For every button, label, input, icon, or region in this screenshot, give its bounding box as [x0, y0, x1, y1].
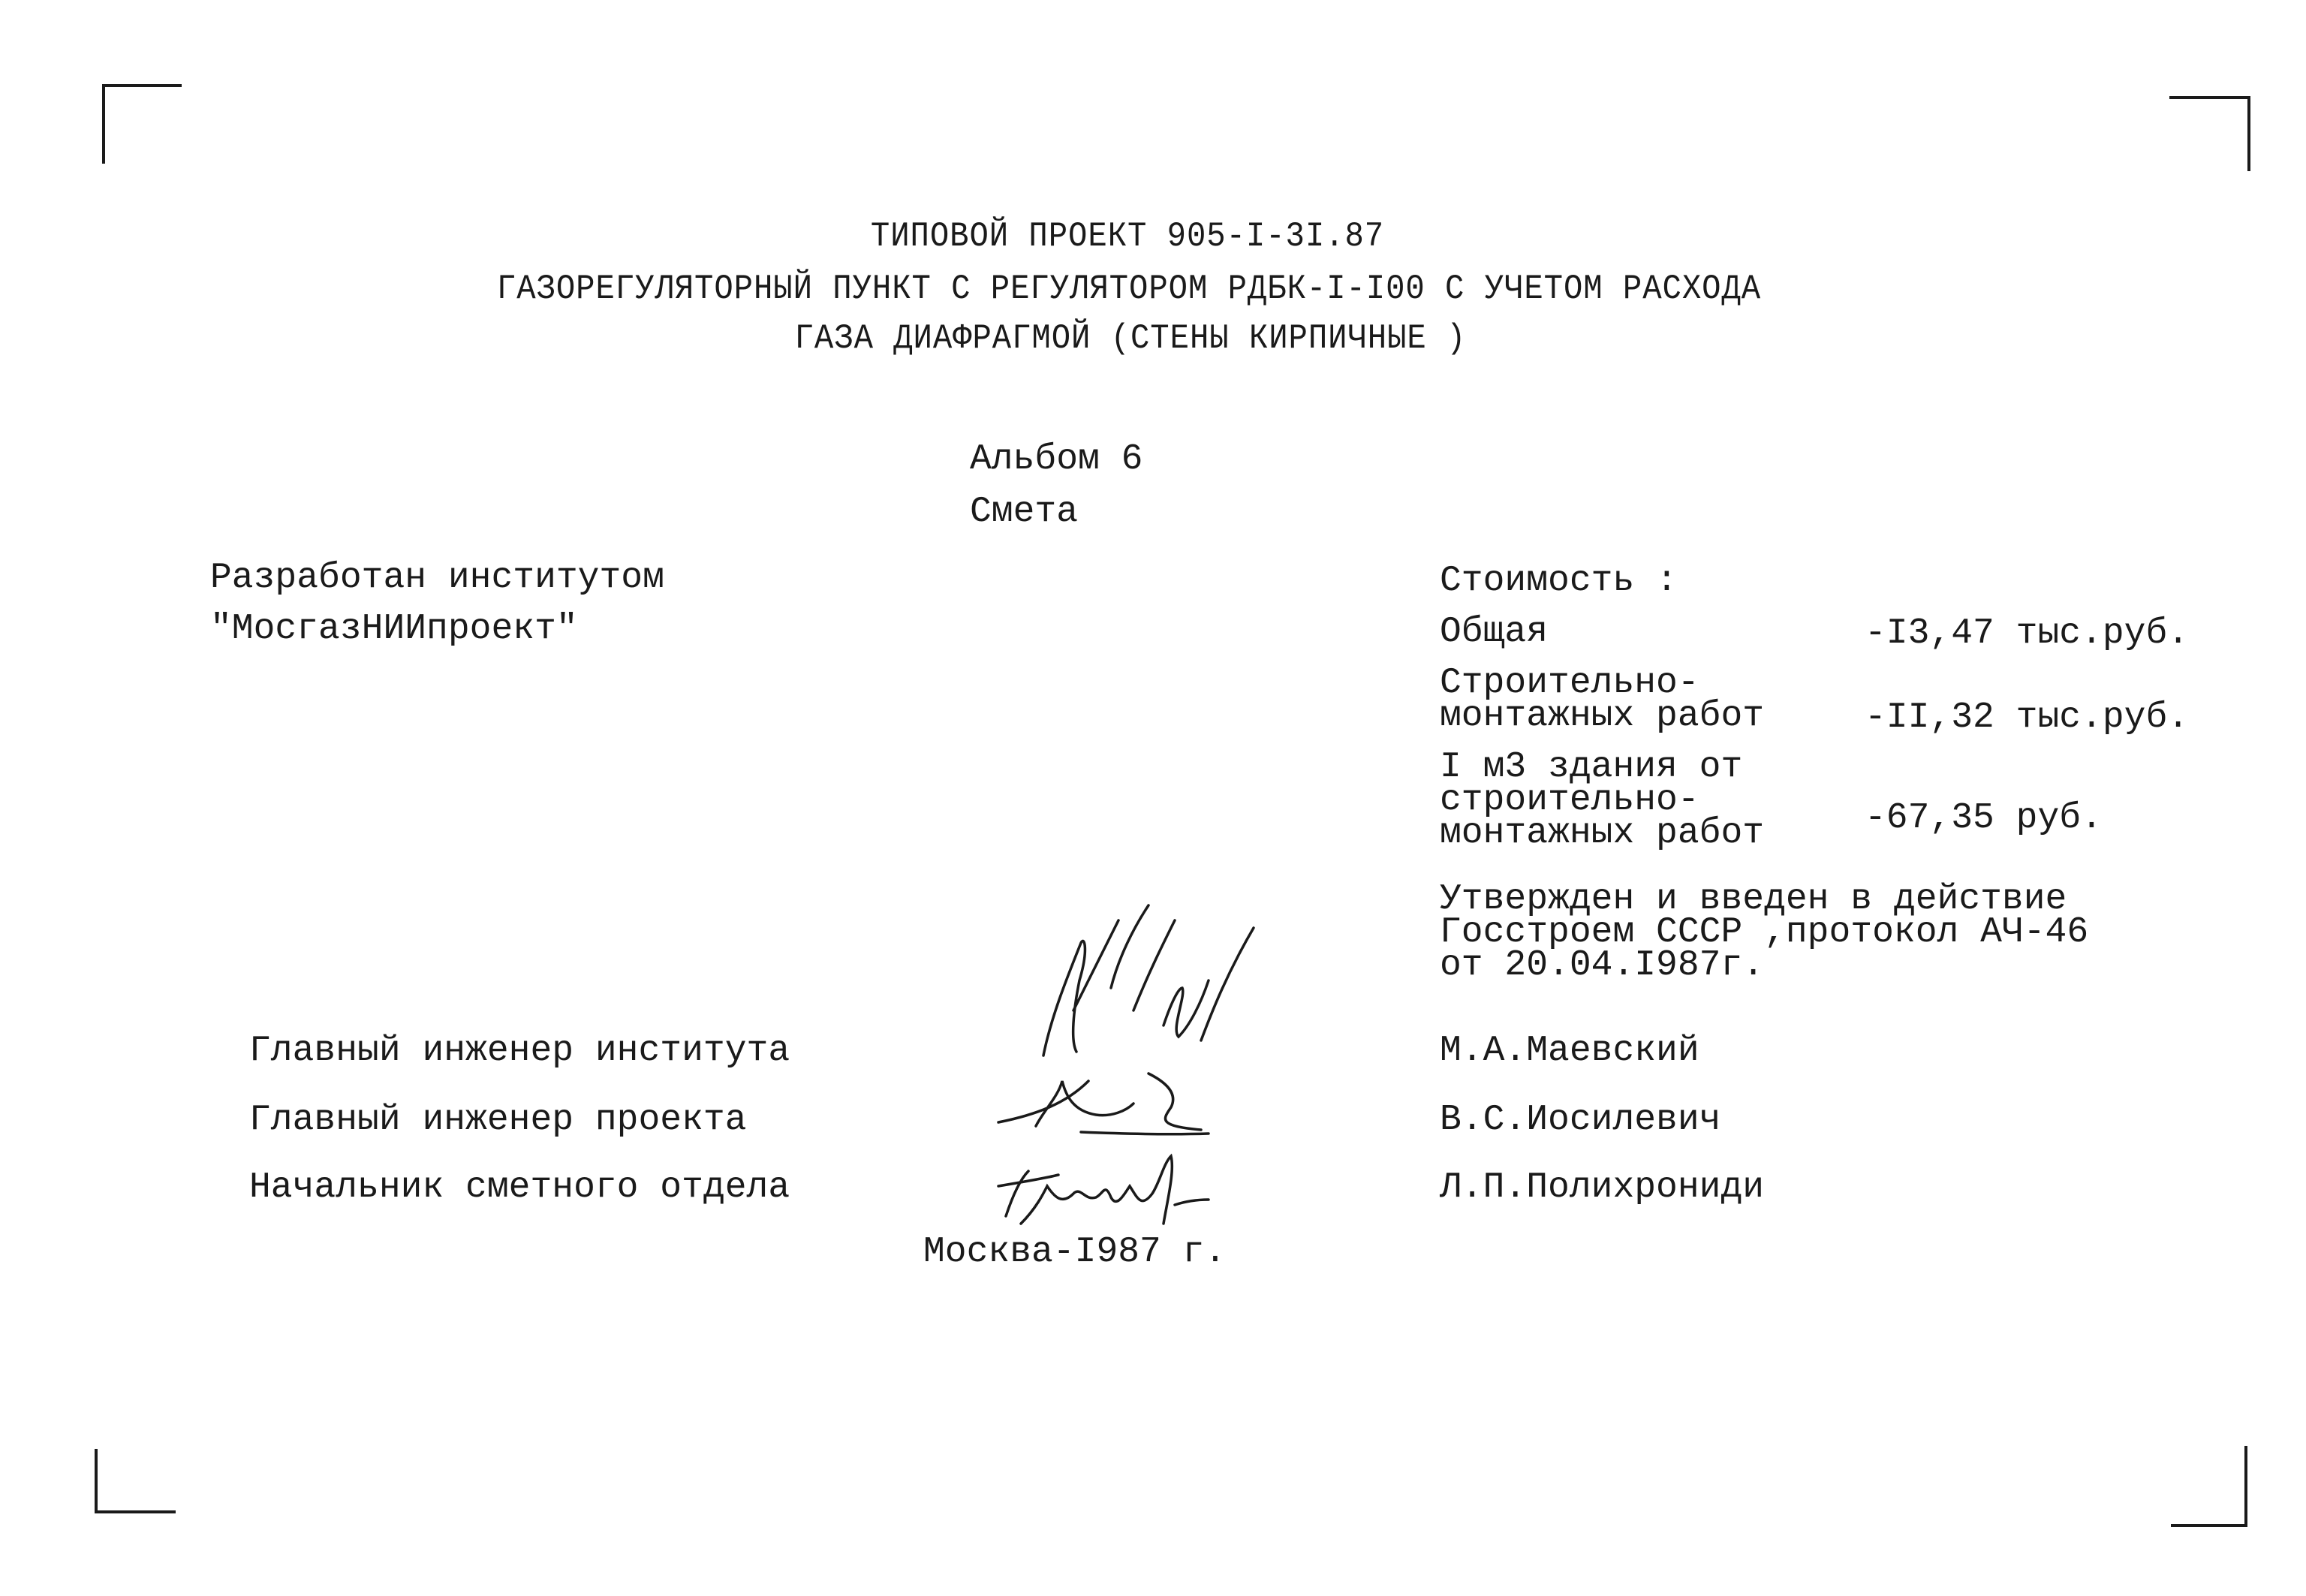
corner-mark-bottom-left-vertical — [95, 1449, 98, 1513]
corner-mark-top-right-vertical — [2247, 96, 2250, 171]
cost-per-m3-label-line1: I м3 здания от — [1440, 747, 1743, 787]
cost-total-label: Общая — [1440, 612, 1549, 652]
approval-line2: Госстроем СССР ,протокол АЧ-46 — [1440, 912, 2089, 953]
signature-chief-engineer-project — [991, 1051, 1216, 1149]
cost-per-m3-label-line2: строительно- — [1440, 780, 1699, 821]
developer-label: Разработан институтом — [210, 558, 664, 598]
signatory-position-1: Главный инженер института — [249, 1031, 790, 1071]
corner-mark-bottom-right-horizontal — [2171, 1524, 2247, 1527]
cost-construction-label-line2: монтажных работ — [1440, 696, 1765, 736]
signatory-position-2: Главный инженер проекта — [249, 1100, 747, 1140]
cost-per-m3-label-line3: монтажных работ — [1440, 813, 1765, 854]
corner-mark-top-right-horizontal — [2169, 96, 2250, 99]
corner-mark-bottom-right-vertical — [2244, 1446, 2247, 1527]
corner-mark-top-left-vertical — [102, 84, 105, 164]
project-number-line: ТИПОВОЙ ПРОЕКТ 905-I-3I.87 — [870, 217, 1385, 256]
cost-construction-value: -II,32 тыс.руб. — [1865, 697, 2190, 738]
corner-mark-top-left-horizontal — [102, 84, 182, 87]
cost-total-value: -I3,47 тыс.руб. — [1865, 613, 2190, 654]
city-year: Москва-I987 г. — [923, 1232, 1227, 1272]
signatory-name-2: В.С.Иосилевич — [1440, 1100, 1721, 1140]
cost-per-m3-value: -67,35 руб. — [1865, 798, 2103, 839]
approval-line1: Утвержден и введен в действие — [1440, 879, 2067, 920]
signatory-name-1: М.А.Маевский — [1440, 1031, 1699, 1071]
developer-name: "МосгазНИИпроект" — [210, 609, 578, 649]
signatory-name-3: Л.П.Полихрониди — [1440, 1167, 1765, 1208]
project-subtitle-line: ГАЗА ДИАФРАГМОЙ (СТЕНЫ КИРПИЧНЫЕ ) — [794, 319, 1467, 358]
cost-construction-label-line1: Строительно- — [1440, 663, 1699, 703]
album-subtitle: Смета — [970, 492, 1079, 532]
album-title: Альбом 6 — [970, 439, 1143, 480]
signature-head-estimate-dept — [991, 1141, 1216, 1239]
approval-line3: от 20.04.I987г. — [1440, 945, 1765, 986]
signatory-position-3: Начальник сметного отдела — [249, 1167, 790, 1208]
cost-heading: Стоимость : — [1440, 561, 1678, 601]
project-title-line: ГАЗОРЕГУЛЯТОРНЫЙ ПУНКТ С РЕГУЛЯТОРОМ РДБК-I-I00 С УЧЕТОМ РАСХОДА — [496, 270, 1762, 309]
corner-mark-bottom-left-horizontal — [95, 1510, 176, 1513]
